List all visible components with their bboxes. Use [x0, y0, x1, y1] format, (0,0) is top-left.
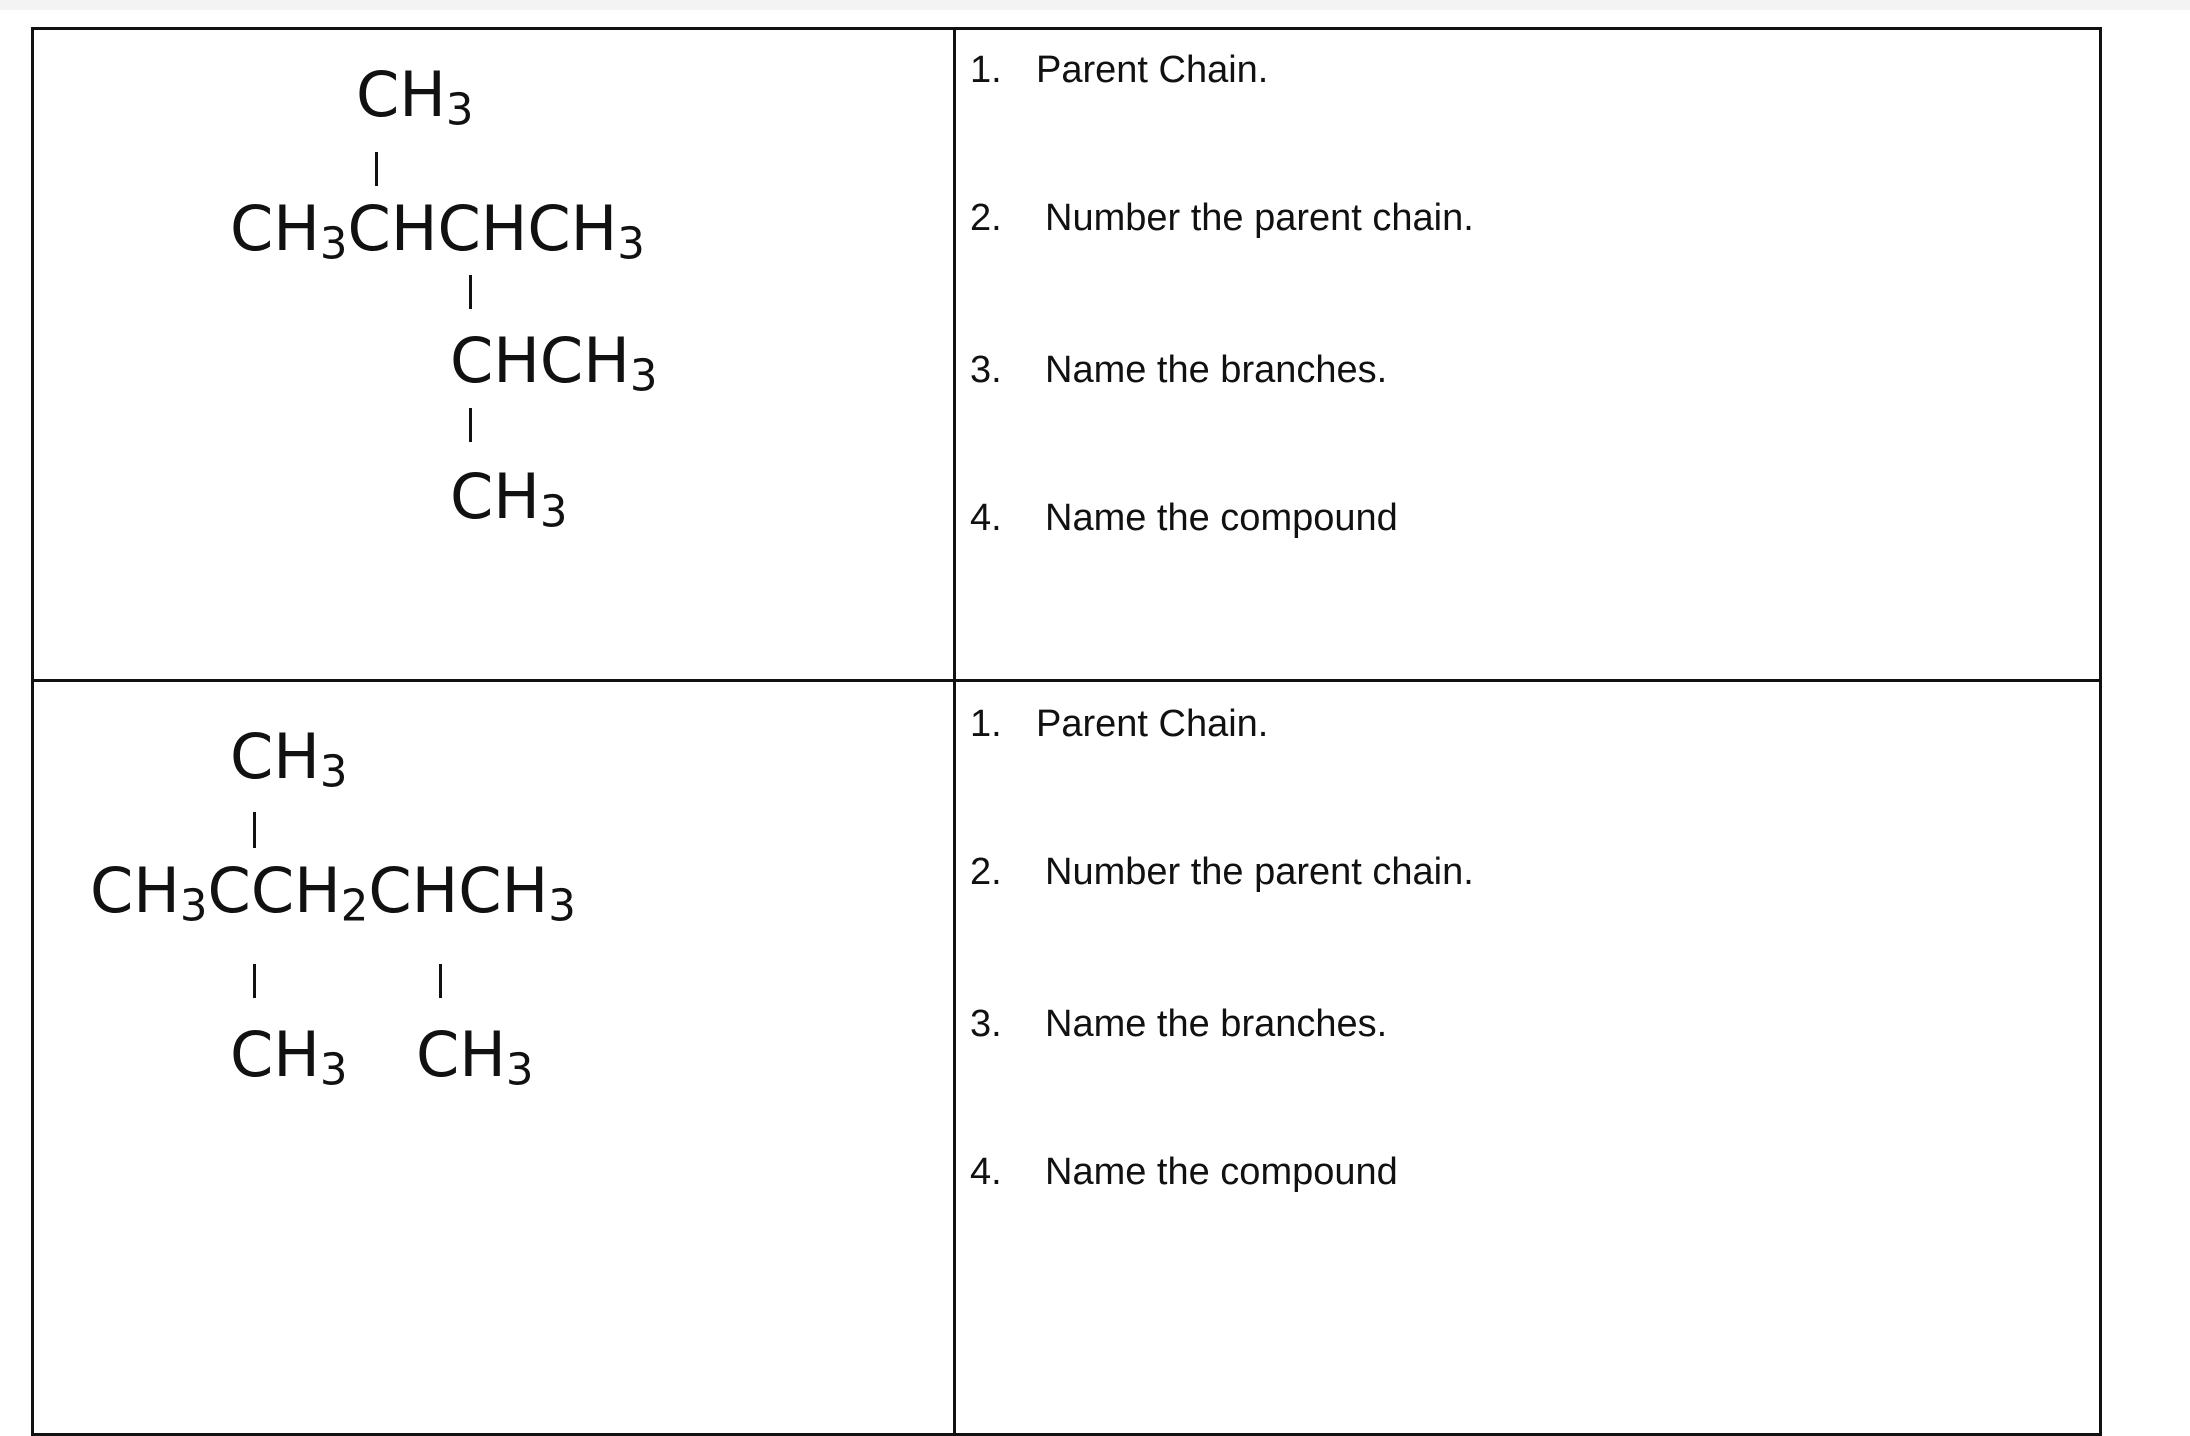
step-item [956, 350, 2099, 390]
worksheet-table [31, 27, 2102, 1436]
step-number: 1. [970, 49, 1002, 91]
structure-cell-1 [33, 29, 955, 681]
steps-cell-2 [955, 681, 2101, 1435]
step-number: 2. [970, 851, 1002, 893]
step-text: Name the branches. [1045, 349, 1388, 391]
step-number: 1. [970, 703, 1002, 745]
structure-cell-2 [33, 681, 955, 1435]
formula-fragment-top-methyl: $CH_3$ [356, 58, 474, 136]
step-number: 3. [970, 1003, 1002, 1045]
step-text: Parent Chain. [1036, 49, 1269, 91]
formula-fragment-main-chain: $CH_3CCH_2CHCH_3$ [90, 854, 576, 932]
problem-row-1 [33, 29, 2101, 681]
structural-formula-2 [34, 682, 953, 1433]
step-item [956, 852, 2099, 892]
bond-line-vertical [253, 812, 256, 848]
bond-line-vertical [469, 275, 472, 309]
formula-fragment-bottom-right-methyl: $CH_3$ [416, 1018, 534, 1096]
top-margin-band [0, 0, 2190, 10]
step-text: Parent Chain. [1036, 703, 1269, 745]
structural-formula-1 [34, 30, 953, 679]
step-item [956, 1152, 2099, 1192]
step-item [956, 498, 2099, 538]
step-text: Number the parent chain. [1045, 851, 1474, 893]
step-number: 4. [970, 1151, 1002, 1193]
bond-line-vertical [469, 408, 472, 442]
step-item [956, 1004, 2099, 1044]
step-number: 4. [970, 497, 1002, 539]
step-text: Name the compound [1045, 497, 1398, 539]
bond-line-vertical [375, 152, 378, 186]
formula-fragment-bottom-methyl: $CH_3$ [450, 460, 568, 538]
formula-fragment-top-methyl: $CH_3$ [230, 720, 348, 798]
bond-line-vertical [253, 964, 256, 998]
step-text: Number the parent chain. [1045, 197, 1474, 239]
step-text: Name the branches. [1045, 1003, 1388, 1045]
formula-fragment-bottom-left-methyl: $CH_3$ [230, 1018, 348, 1096]
bond-line-vertical [439, 964, 442, 998]
step-number: 3. [970, 349, 1002, 391]
step-item [956, 50, 2099, 90]
formula-fragment-main-chain: $CH_3CHCHCH_3$ [230, 192, 645, 270]
step-item [956, 704, 2099, 744]
formula-fragment-branch: $CHCH_3$ [450, 324, 658, 402]
step-text: Name the compound [1045, 1151, 1398, 1193]
step-item [956, 198, 2099, 238]
step-number: 2. [970, 197, 1002, 239]
steps-cell-1 [955, 29, 2101, 681]
problem-row-2 [33, 681, 2101, 1435]
